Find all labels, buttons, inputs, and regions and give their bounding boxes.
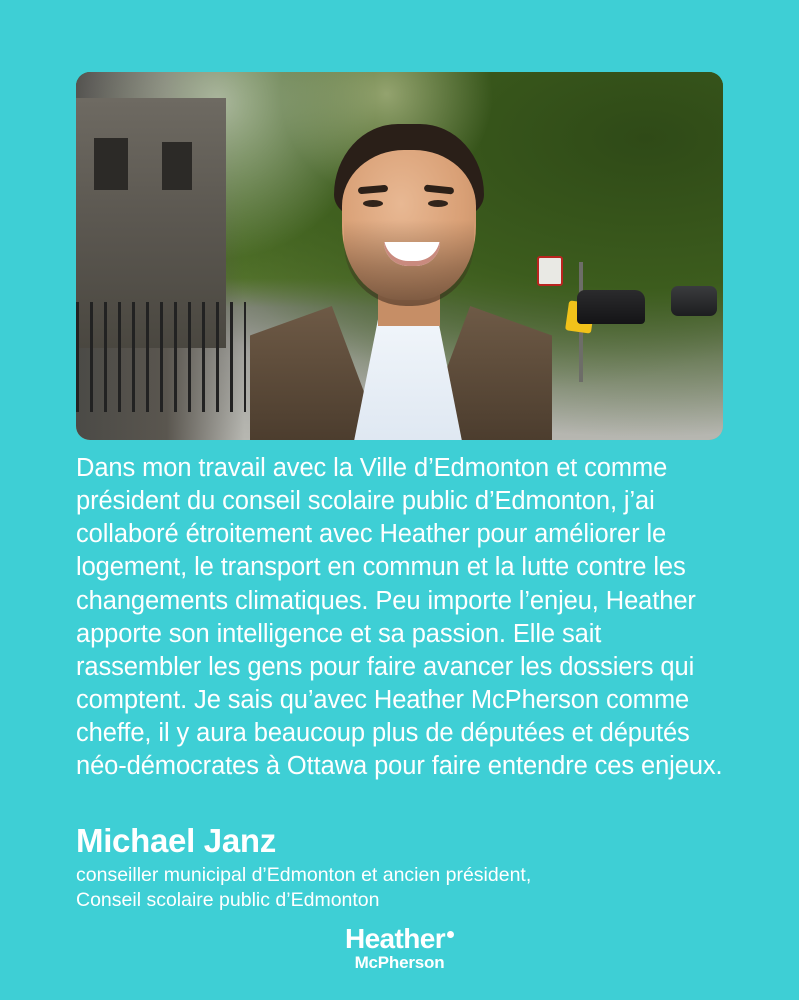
car-icon [577, 290, 645, 324]
logo-dot-icon [447, 931, 454, 938]
campaign-logo [0, 925, 799, 972]
photo-background [76, 72, 723, 440]
attribution-role-line1: conseiller municipal d’Edmonton et ancien président, [76, 864, 532, 887]
fence-icon [76, 302, 246, 412]
attribution-role [76, 863, 736, 913]
attribution-name: Michael Janz [76, 822, 276, 859]
eye-left [363, 200, 383, 207]
eye-right [428, 200, 448, 207]
portrait-photo [76, 72, 723, 440]
logo-main-row [0, 925, 799, 953]
car-icon [671, 286, 717, 316]
quote-text: Dans mon travail avec la Ville d’Edmonton et comme président du conseil scolaire public d’Edmonton, j’ai collaboré étroitement avec Heather pour améliorer le logement, le transport en commun et la lutte contre les changements climatiques. Peu importe l’enjeu, Heather apporte son intelligence et sa passion. Elle sait rassembler les gens pour faire avancer les dossiers qui comptent. Je sais qu’avec Heather McPherson comme cheffe, il y aura beaucoup plus de députées et députés néo-démocrates à Ottawa pour faire entendre ces enjeux. [76, 454, 723, 781]
logo-main-text: Heather [344, 923, 446, 955]
person-figure [256, 124, 556, 440]
attribution-role-line2: Conseil scolaire public d’Edmonton [76, 889, 380, 912]
logo-sub-text: McPherson [354, 953, 445, 973]
attribution [76, 823, 736, 913]
